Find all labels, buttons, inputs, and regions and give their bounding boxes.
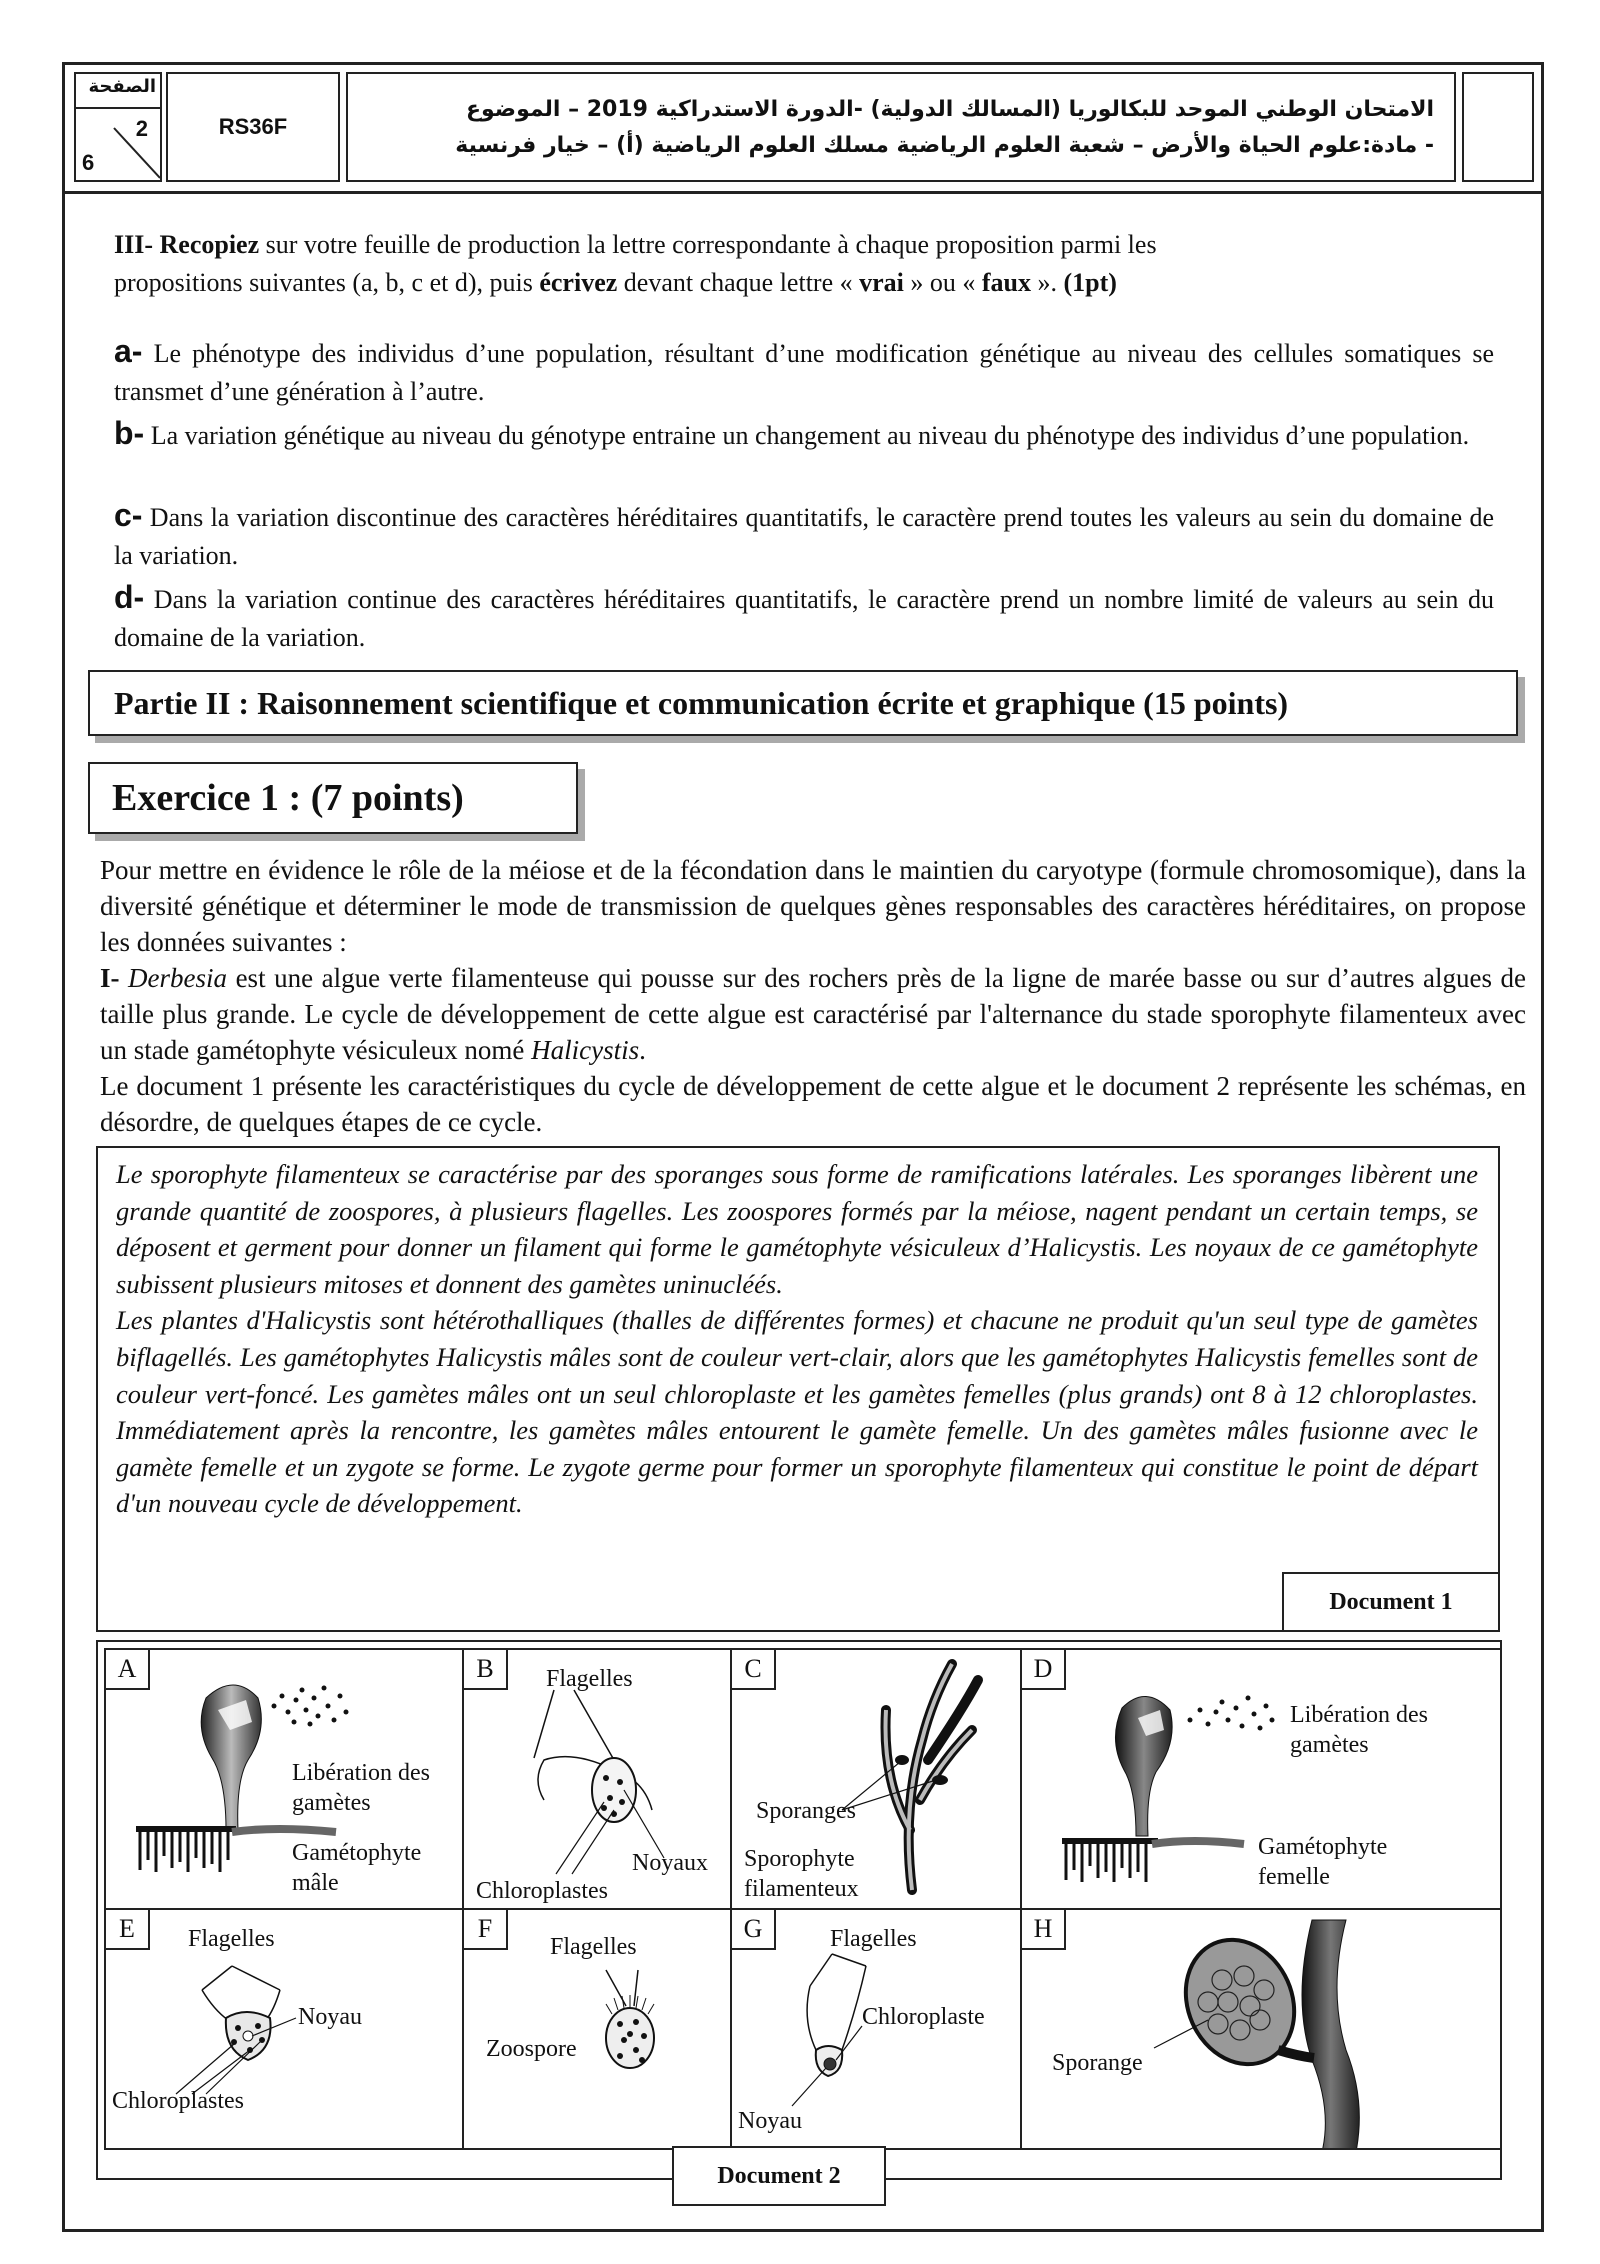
section3-instruction: III- Recopiez sur votre feuille de production la lettre correspondante à chaque proposition parmi les propositions suivantes (a, b, c et d), puis écrivez devant chaque lettre « vrai » ou « faux ». (1pt) — [114, 230, 1157, 297]
part2-banner: Partie II : Raisonnement scientifique et communication écrite et graphique (15 points) — [88, 670, 1518, 736]
label-flagella: Flagelles — [830, 1926, 917, 1952]
label-female-gametophyte: Gamétophyte femelle — [1258, 1834, 1388, 1890]
panel-label: B — [464, 1650, 508, 1690]
panel-label: D — [1022, 1650, 1066, 1690]
exam-code: RS36F — [166, 72, 340, 182]
panel-label: C — [732, 1650, 776, 1690]
exam-title-line2: - مادة:علوم الحياة والأرض – شعبة العلوم الرياضية مسلك العلوم الرياضية (أ) – خيار فرنسية — [455, 133, 1434, 158]
panel-c — [730, 1648, 1022, 1910]
panel-label: E — [106, 1910, 150, 1950]
label-flagella: Flagelles — [550, 1934, 637, 1960]
panel-label: A — [106, 1650, 150, 1690]
exam-header — [62, 62, 1544, 194]
proposition-b: b- La variation génétique au niveau du génotype entraine un changement au niveau du phénotype des individus d’une population. — [114, 415, 1470, 451]
document2-label: Document 2 — [672, 2146, 886, 2206]
label-flagella: Flagelles — [188, 1926, 275, 1952]
proposition-a: a- Le phénotype des individus d’une population, résultant d’une modification génétique au niveau des cellules somatiques se transmet d’une génération à l’autre. — [114, 333, 1494, 406]
label-sporangia: Sporanges — [756, 1798, 856, 1824]
label-sporangium: Sporange — [1052, 2050, 1143, 2076]
exercise1-banner: Exercice 1 : (7 points) — [88, 762, 578, 834]
document1-box — [96, 1146, 1500, 1632]
species-name: Derbesia — [128, 963, 228, 993]
label-gamete-release: Libération des gamètes — [292, 1760, 430, 1816]
panel-e — [104, 1908, 464, 2150]
document1-paragraph1: Le sporophyte filamenteux se caractérise par des sporanges sous forme de ramifications latérales. Les sporanges libèrent une grande quantité de zoospores, à plusieurs flagelles. Les zoospores formés par la méiose, nagent pendant un certain temps, se déposent et germent pour donner un filament qui forme le gamétophyte vésiculeux d’Halicystis. Les noyaux de ce gamétophyte subissent plusieurs mitoses et donnent des gamètes uninucléés. — [116, 1159, 1478, 1299]
panel-label: G — [732, 1910, 776, 1950]
document1-paragraph2: Les plantes d'Halicystis sont hétérothalliques (thalles de différentes formes) et chacune ne produit qu'un seul type de gamètes biflagellés. Les gamétophytes Halicystis mâles sont de couleur vert-clair, alors que les gamétophytes Halicystis femelles sont de couleur vert-foncé. Les gamètes mâles ont un seul chloroplaste et les gamètes femelles (plus grands) ont 8 à 12 chloroplastes. Immédiatement après la rencontre, les gamètes mâles entourent le gamète femelle. Un des gamètes mâles fusionne avec le gamète femelle et un zygote se forme. Le zygote germe pour former un sporophyte filamenteux qui constitue le point de départ d'un nouveau cycle de développement. — [116, 1305, 1478, 1519]
proposition-c: c- Dans la variation discontinue des caractères héréditaires quantitatifs, le caractère prend toutes les valeurs au sein du domaine de la variation. — [114, 497, 1494, 570]
label-nuclei: Noyaux — [632, 1850, 708, 1876]
label-filamentous-sporophyte: Sporophyte filamenteux — [744, 1846, 859, 1902]
label-nucleus: Noyau — [298, 2004, 362, 2030]
label-gamete-release: Libération des gamètes — [1290, 1702, 1428, 1758]
sporangium-drawing — [1022, 1910, 1502, 2150]
document1-label: Document 1 — [1282, 1572, 1500, 1632]
section3-label: III- Recopiez — [114, 230, 260, 259]
blank-box — [1462, 72, 1534, 182]
panel-b — [462, 1648, 732, 1910]
page-total: 6 — [82, 150, 95, 175]
part1-text: I- Derbesia est une algue verte filamenteuse qui pousse sur des rochers près de la ligne de marée basse ou sur d’autres algues de taille plus grande. Le cycle de développement de cette algue est caractérisé par l'alternance du stade sporophyte filamenteux avec un stade gamétophyte vésiculeux nomé Halicystis. Le document 1 présente les caractéristiques du cycle de développement de cette algue et le document 2 représente les schémas, en désordre, de quelques étapes de ce cycle. — [100, 963, 1527, 1137]
panel-g — [730, 1908, 1022, 2150]
page-number-box — [74, 72, 162, 182]
label-flagella: Flagelles — [546, 1666, 633, 1692]
page-number: 2 — [135, 116, 148, 141]
panel-f — [462, 1908, 732, 2150]
section3-points: (1pt) — [1063, 268, 1117, 297]
panel-h — [1020, 1908, 1502, 2150]
panel-label: H — [1022, 1910, 1066, 1950]
page-word: الصفحة — [88, 76, 156, 97]
label-chloroplasts: Chloroplastes — [112, 2088, 244, 2114]
label-male-gametophyte: Gamétophyte mâle — [292, 1840, 422, 1896]
panel-label: F — [464, 1910, 508, 1950]
exercise-intro: Pour mettre en évidence le rôle de la méiose et de la fécondation dans le maintien du caryotype (formule chromosomique), dans la diversité génétique et déterminer le mode de transmission de quelques gènes responsables des caractères héréditaires, on propose les données suivantes : — [100, 855, 1526, 957]
label-chloroplasts: Chloroplastes — [476, 1878, 608, 1904]
label-zoospore: Zoospore — [486, 2036, 577, 2062]
document2-box — [96, 1640, 1502, 2180]
label-chloroplast: Chloroplaste — [862, 2004, 985, 2030]
panel-d — [1020, 1648, 1502, 1910]
exam-title — [346, 72, 1456, 182]
panel-a — [104, 1648, 464, 1910]
proposition-d: d- Dans la variation continue des caractères héréditaires quantitatifs, le caractère prend un nombre limité de valeurs au sein du domaine de la variation. — [114, 579, 1494, 652]
label-nucleus: Noyau — [738, 2108, 802, 2134]
exam-title-line1: الامتحان الوطني الموحد للبكالوريا (المسالك الدولية) -الدورة الاستدراكية 2019 – الموضوع — [465, 97, 1434, 122]
